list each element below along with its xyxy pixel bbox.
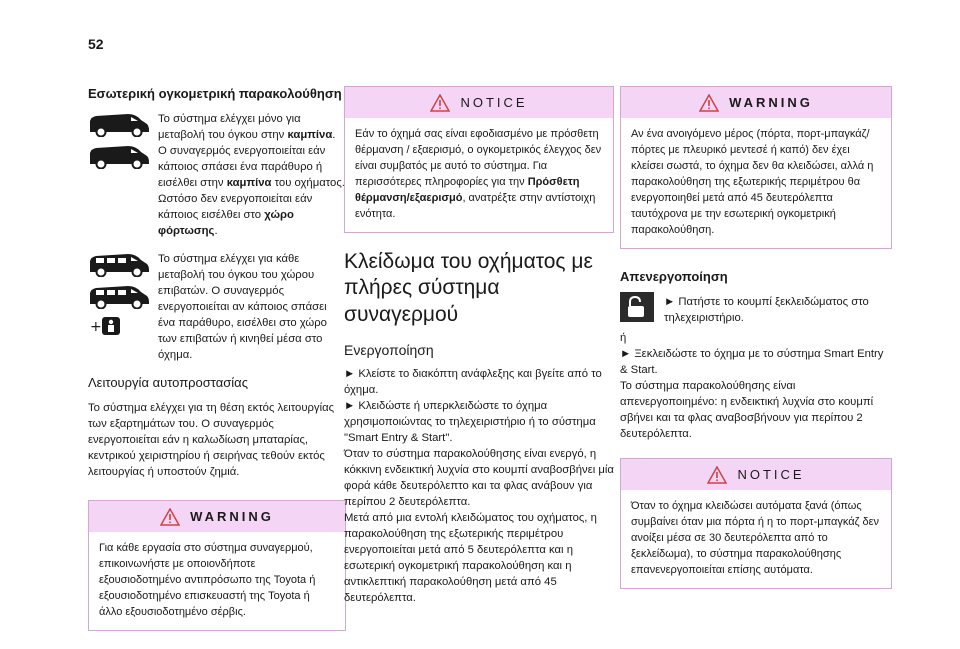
unlock-padlock-icon xyxy=(620,292,654,322)
notice-title: NOTICE xyxy=(737,467,805,482)
panel-van-description: Το σύστημα ελέγχει μόνο για μεταβολή του όγκου στην καμπίνα. Ο συναγερμός ενεργοποιείται εάν κάποιος σπάσει ένα παράθυρο ή εισέλθει στην καμπίνα του οχήματος. Ωστόσο δεν ενεργοποιείται εάν κάποιος εισέλθει στο χώρο φόρτωσης. xyxy=(158,113,345,237)
warning-text: Για κάθε εργασία στο σύστημα συναγερμού, επικοινωνήστε με οποιονδήποτε εξουσιοδοτημένο αντιπρόσωπο της Toyota ή εξουσιοδοτημένο επισκευαστή της Toyota ή άλλο εξουσιοδοτημένο σέρβις. xyxy=(99,542,316,618)
panel-van-icon xyxy=(88,111,150,137)
warning-icon xyxy=(160,508,180,526)
self-protection-text: Το σύστημα ελέγχει για τη θέση εκτός λειτουργίας των εξαρτημάτων του. Ο συναγερμός ενεργοποιείται εάν η καλωδίωση μπαταρίας, κεντρικού χειριστηρίου ή σειρήνας τεθούν εκτός λειτουργίας ή υποστούν ζημιά. xyxy=(88,402,335,478)
plus-seat-icon xyxy=(88,315,128,337)
warning-title: WARNING xyxy=(190,509,274,524)
unlock-button-text: ► Πατήστε το κουμπί ξεκλειδώματος στο τηλεχειριστήριο. xyxy=(664,296,869,324)
activation-body: ► Κλείστε το διακόπτη ανάφλεξης και βγείτε από το όχημα. ► Κλειδώστε ή υπερκλειδώστε το όχημα χρησιμοποιώντας το τηλεχειριστήριο ή το σύστημα "Smart Entry & Start". Όταν το σύστημα παρακολούθησης είναι ενεργό, η κόκκινη ενδεικτική λυχνία στο κουμπί αναβοσβήνει μία φορά κάθε δευτερόλεπτο και τα φλας ανάβουν για περίπου 2 δευτερόλεπτα. Μετά από μια εντολή κλειδώματος του οχήματος, η παρακολούθηση της εξωτερικής περιμέτρου ενεργοποιείται μετά από 5 δευτερόλεπτα και η εσωτερική ογκομετρική παρακολούθηση και η αντικλεπτική παρακολούθηση μετά από 45 δευτερόλεπτα. xyxy=(344,367,614,604)
warning-title: WARNING xyxy=(729,95,813,110)
svg-text:+: + xyxy=(90,319,102,335)
passenger-van-description: Το σύστημα ελέγχει για κάθε μεταβολή του όγκου του χώρου επιβατών. Ο συναγερμός ενεργοποιείται αν κάποιος σπάσει ένα παράθυρο, εισέλθει στο χώρο των επιβατών ή κινηθεί μέσα στο όχημα. xyxy=(158,253,327,361)
panel-van-icon-2 xyxy=(88,143,150,169)
warning-header-right xyxy=(621,87,891,118)
warning-icon xyxy=(699,94,719,112)
van-icons xyxy=(88,111,158,239)
notice-text: Εάν το όχημά σας είναι εφοδιασμένο με πρόσθετη θέρμανση / εξαερισμό, ο ογκομετρικός έλεγχος δεν είναι συμβατός με αυτό το σύστημα. Για περισσότερες πληροφορίες για την Πρόσθετη θέρμανση/εξαερισμό, ανατρέξτε στην αντίστοιχη ενότητα. xyxy=(355,128,602,220)
passenger-van-icon-2 xyxy=(88,283,150,309)
notice-box-right xyxy=(620,458,892,589)
unlock-button-row xyxy=(620,292,892,326)
column-right xyxy=(620,86,892,589)
notice-header xyxy=(345,87,613,118)
warning-box-right xyxy=(620,86,892,249)
notice-title: NOTICE xyxy=(460,95,528,110)
warning-header xyxy=(89,501,345,532)
activation-heading: Ενεργοποίηση xyxy=(344,341,434,358)
self-protection-heading: Λειτουργία αυτοπροστασίας xyxy=(88,375,248,390)
section-heading-locking: Κλείδωμα του οχήματος με πλήρες σύστημα συναγερμού xyxy=(344,250,593,326)
passenger-van-icon xyxy=(88,251,150,277)
notice-text-right: Όταν το όχημα κλειδώσει αυτόματα ξανά (όπως συμβαίνει όταν μια πόρτα ή η το πορτ-μπαγκάζ δεν ανοίξει μέσα σε 30 δευτερόλεπτα από το ξεκλείδωμα), το σύστημα παρακολούθησης επανενεργοποιείται επίσης αυτόματα. xyxy=(631,500,880,576)
deactivation-heading: Απενεργοποίηση xyxy=(620,269,728,284)
section-heading-volumetric: Εσωτερική ογκομετρική παρακολούθηση xyxy=(88,86,342,101)
warning-text-right: Αν ένα ανοιγόμενο μέρος (πόρτα, πορτ-μπαγκάζ/πόρτες με πλευρικό μεντεσέ ή καπό) δεν έχει κλείσει σωστά, το όχημα δεν θα κλειδώσει, αλλά η παρακολούθηση της εξωτερικής περιμέτρου θα ενεργοποιηθεί μετά από 45 δευτερόλεπτα ταυτόχρονα με την εσωτερική ογκομετρική παρακολούθηση. xyxy=(631,128,874,236)
column-middle xyxy=(344,86,614,606)
passenger-van-row xyxy=(88,251,346,363)
notice-box-middle xyxy=(344,86,614,233)
column-left xyxy=(88,86,346,631)
warning-box-left xyxy=(88,500,346,631)
page-number: 52 xyxy=(88,36,104,52)
deactivation-body: ή ► Ξεκλειδώστε το όχημα με το σύστημα Smart Entry & Start. Το σύστημα παρακολούθησης είναι απενεργοποιημένο: η ενδεικτική λυχνία στο κουμπί σβήνει και τα φλας αναβοσβήνουν για περίπου 2 δευτερόλεπτα. xyxy=(620,332,884,440)
panel-van-row xyxy=(88,111,346,239)
passenger-van-icons xyxy=(88,251,158,363)
notice-header-right xyxy=(621,459,891,490)
notice-icon xyxy=(430,94,450,112)
notice-icon xyxy=(707,466,727,484)
